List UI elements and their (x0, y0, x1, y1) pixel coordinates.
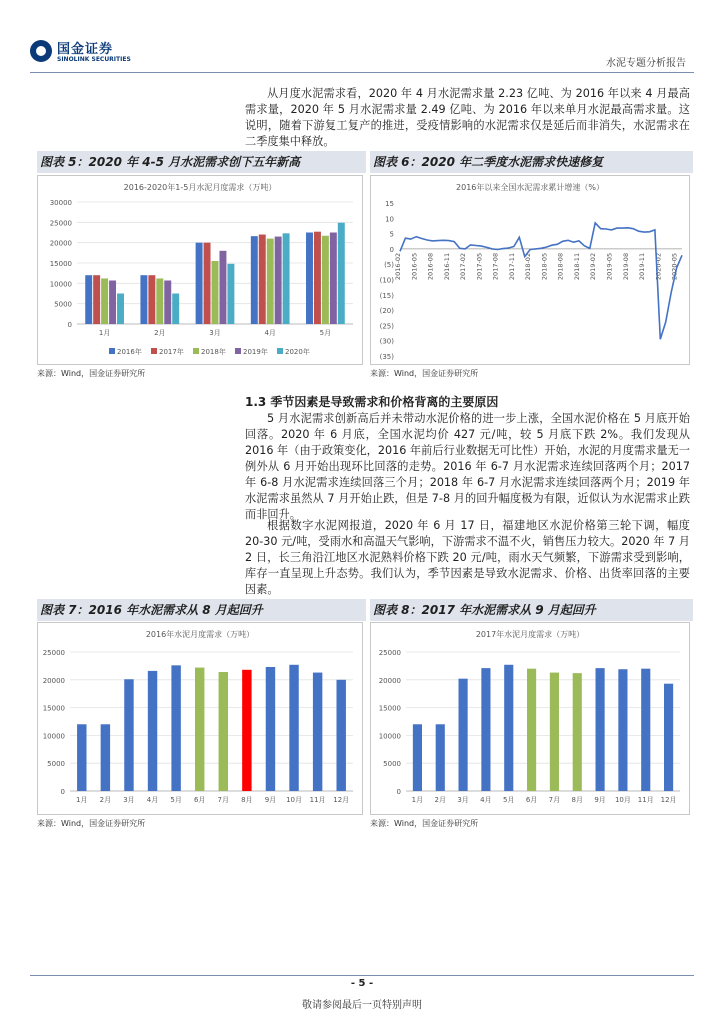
y-tick-label: (25) (379, 322, 394, 331)
bar (504, 665, 513, 791)
x-tick-label: 2019-02 (589, 252, 598, 281)
y-tick-label: 5000 (47, 760, 65, 769)
x-tick-label: 2017-08 (491, 252, 500, 281)
fig7-title: 图表 7：2016 年水泥需求从 8 月起回升 (37, 599, 366, 621)
x-tick-label: 2019-08 (621, 252, 630, 281)
x-tick-label: 11月 (309, 796, 326, 804)
x-tick-label: 1月 (76, 796, 88, 804)
bar (436, 724, 445, 791)
bar (77, 724, 86, 791)
bar (664, 684, 673, 791)
x-tick-label: 8月 (241, 796, 253, 804)
fig8-source: 来源：Wind，国金证券研究所 (370, 819, 479, 828)
x-tick-label: 12月 (333, 796, 350, 804)
header-divider (30, 72, 694, 73)
legend-swatch (277, 348, 283, 354)
x-tick-label: 9月 (594, 796, 606, 804)
x-tick-label: 2019-11 (638, 252, 647, 281)
x-tick-label: 2017-11 (507, 252, 516, 281)
x-tick-label: 5月 (503, 796, 515, 804)
x-tick-label: 11月 (637, 796, 654, 804)
bar (124, 679, 133, 791)
legend-label: 2020年 (285, 348, 310, 356)
section-heading: 1.3 季节因素是导致需求和价格背离的主要原因 (245, 395, 499, 409)
report-title: 水泥专题分析报告 (606, 58, 686, 69)
y-tick-label: 0 (60, 788, 65, 796)
x-tick-label: 2017-05 (475, 252, 484, 281)
y-tick-label: (10) (379, 276, 394, 285)
fig6-title: 图表 6：2020 年二季度水泥需求快速修复 (370, 151, 693, 173)
fig5-source: 来源：Wind，国金证券研究所 (37, 369, 146, 378)
y-tick-label: 5000 (54, 300, 72, 309)
bar (219, 672, 228, 791)
y-tick-label: (30) (379, 337, 394, 346)
y-tick-label: 5000 (383, 760, 401, 769)
bar (283, 233, 290, 324)
bar (322, 236, 329, 324)
page-header (0, 0, 724, 80)
x-tick-label: 3月 (457, 796, 469, 804)
bar (101, 278, 108, 324)
x-tick-label: 2月 (99, 796, 112, 804)
bar (156, 278, 163, 324)
bar (550, 673, 559, 791)
x-tick-label: 2016-08 (426, 252, 435, 281)
x-tick-label: 2020-02 (654, 252, 663, 281)
legend-swatch (109, 348, 115, 354)
bar (314, 232, 321, 324)
y-tick-label: 0 (396, 788, 401, 796)
x-tick-label: 2018-02 (524, 252, 533, 281)
legend-swatch (151, 348, 157, 354)
fig7-source: 来源：Wind，国金证券研究所 (37, 819, 146, 828)
bar (259, 235, 266, 324)
footer-divider (30, 975, 694, 976)
bar (172, 294, 179, 325)
bar (306, 233, 313, 325)
y-tick-label: 25000 (49, 219, 72, 228)
x-tick-label: 12月 (660, 796, 677, 804)
x-tick-label: 2016-05 (410, 252, 419, 281)
x-tick-label: 2016-11 (442, 252, 451, 281)
bar (195, 668, 204, 791)
chart-title: 2016-2020年1-5月水泥月度需求（万吨） (123, 183, 277, 192)
x-tick-label: 2018-08 (556, 252, 565, 281)
x-tick-label: 6月 (193, 796, 206, 804)
intro-text: 从月度水泥需求看，2020 年 4 月水泥需求量 2.23 亿吨、为 2016 年以来 4 月最高需求量，2020 年 5 月水泥需求量 2.49 亿吨、为 2016 年以来单月水泥最高需求量。这说明，随着下游复工复产的推进，受疫情影响的水泥需求仅是延后而非消失，水泥需求在二季度集中释放。 (245, 87, 690, 148)
logo-english-name: SINOLINK SECURITIES (57, 56, 131, 63)
x-tick-label: 3月 (209, 329, 221, 337)
bar (251, 236, 258, 324)
section-p2-text: 根据数字水泥网报道，2020 年 6 月 17 日，福建地区水泥价格第三轮下调，幅度 20-30 元/吨，受雨水和高温天气影响，下游需求不温不火，销售压力较大。2020 年 7 月 2 日，长三角沿江地区水泥熟料价格下跌 20 元/吨，雨水天气频繁，下游需求受到影响，库存一直呈现上升态势。我们认为，季节因素是导致水泥需求、价格、出货率回落的主要因素。 (245, 519, 690, 596)
y-tick-label: 20000 (42, 676, 65, 685)
y-tick-label: 10 (385, 215, 394, 224)
x-tick-label: 5月 (319, 329, 332, 337)
y-tick-label: 5 (389, 230, 394, 239)
y-tick-label: 20000 (49, 239, 72, 248)
y-tick-label: 0 (389, 245, 394, 254)
bar (242, 670, 251, 791)
bar (336, 680, 345, 791)
section-paragraph-2 (245, 518, 690, 598)
bar (148, 671, 157, 791)
y-tick-label: 10000 (42, 732, 65, 741)
y-tick-label: (5) (384, 261, 394, 270)
fig6-source: 来源：Wind，国金证券研究所 (370, 369, 479, 378)
bar (641, 669, 650, 791)
bar (140, 275, 147, 324)
fig8-title: 图表 8：2017 年水泥需求从 9 月起回升 (370, 599, 693, 621)
y-tick-label: 15000 (378, 704, 401, 713)
company-logo (30, 38, 130, 68)
x-tick-label: 7月 (548, 796, 561, 804)
x-tick-label: 4月 (480, 796, 492, 804)
legend-label: 2018年 (201, 348, 226, 356)
y-tick-label: 30000 (49, 199, 72, 207)
x-tick-label: 3月 (123, 796, 135, 804)
bar (275, 237, 282, 324)
x-tick-label: 6月 (525, 796, 538, 804)
fig8-chart (370, 622, 690, 815)
bar (85, 275, 92, 324)
x-tick-label: 10月 (286, 796, 303, 804)
chart-title: 2017年水泥月度需求（万吨） (475, 630, 585, 639)
x-tick-label: 8月 (571, 796, 583, 804)
intro-paragraph (245, 86, 690, 150)
legend-label: 2017年 (159, 348, 184, 356)
fig6-chart (370, 175, 690, 365)
x-tick-label: 9月 (264, 796, 277, 804)
y-tick-label: 25000 (378, 649, 401, 657)
chart-title: 2016年以来全国水泥需求累计增速（%） (456, 183, 604, 192)
bar (413, 724, 422, 791)
bar (93, 275, 100, 324)
bar (618, 669, 627, 791)
bar (266, 667, 275, 791)
y-tick-label: (15) (379, 291, 394, 300)
x-tick-label: 2020-05 (670, 252, 679, 281)
chart-title: 2016年水泥月度需求（万吨） (145, 630, 255, 639)
bar (164, 280, 171, 324)
y-tick-label: 20000 (378, 676, 401, 685)
x-tick-label: 1月 (411, 796, 424, 804)
page-number: - 5 - (350, 978, 374, 989)
bar (459, 679, 468, 791)
legend-label: 2016年 (117, 348, 142, 356)
x-tick-label: 4月 (146, 796, 159, 804)
bar (289, 665, 298, 791)
y-tick-label: (35) (379, 353, 394, 361)
y-tick-label: 15000 (49, 260, 72, 268)
bar (596, 668, 605, 791)
bar (219, 251, 226, 324)
y-tick-label: 25000 (42, 649, 65, 657)
bar (212, 261, 219, 324)
y-tick-label: 10000 (378, 732, 401, 741)
bar (204, 243, 211, 324)
legend-swatch (235, 348, 241, 354)
legend-swatch (193, 348, 199, 354)
bar (196, 243, 203, 324)
bar (338, 223, 345, 324)
x-tick-label: 4月 (264, 329, 276, 337)
y-tick-label: 0 (67, 321, 72, 329)
y-tick-label: 15 (385, 200, 394, 208)
bar (227, 264, 234, 324)
y-tick-label: 15000 (42, 704, 65, 713)
x-tick-label: 2月 (434, 796, 446, 804)
x-tick-label: 7月 (217, 796, 230, 804)
logo-icon (30, 40, 52, 62)
bar (573, 673, 582, 791)
x-tick-label: 2月 (154, 329, 166, 337)
footer-disclaimer: 敬请参阅最后一页特别声明 (302, 1000, 422, 1011)
x-tick-label: 1月 (98, 329, 111, 337)
x-tick-label: 2018-11 (572, 252, 581, 281)
bar (313, 673, 322, 791)
section-p1-text: 5 月水泥需求创新高后并未带动水泥价格的进一步上涨，全国水泥价格在 5 月底开始回落。2020 年 6 月底，全国水泥均价 427 元/吨，较 5 月底下跌 2%。我们发现从 2016 年（由于政策变化，2016 年前后行业数据无可比性）开始，水泥的月度需求量无一例外从 6 月开始出现环比回落的走势。2016 年 6-7 月水泥需求连续回落两个月；2017 年 6-8 月水泥需求连续回落三个月；2018 年 6-7 月水泥需求连续回落两个月；2019 年水泥需求虽然从 7 月开始止跌，但是 7-8 月的回升幅度极为有限，近似认为水泥需求止跌而非回升。 (245, 412, 690, 521)
bar (101, 724, 110, 791)
y-tick-label: 10000 (49, 280, 72, 289)
bar (171, 665, 180, 791)
x-tick-label: 2018-05 (540, 252, 549, 281)
bar (330, 233, 337, 325)
section-paragraph-1 (245, 411, 690, 523)
bar (148, 275, 155, 324)
x-tick-label: 10月 (614, 796, 631, 804)
x-tick-label: 5月 (170, 796, 182, 804)
x-tick-label: 2016-02 (394, 252, 402, 281)
x-tick-label: 2017-02 (459, 252, 468, 281)
y-tick-label: (20) (379, 307, 394, 316)
bar (117, 294, 124, 325)
bar (109, 280, 116, 324)
fig5-chart (37, 175, 363, 365)
logo-chinese-name: 国金证券 (57, 42, 114, 57)
bar (527, 669, 536, 791)
fig7-chart (37, 622, 363, 815)
bar (267, 239, 274, 324)
bar (481, 668, 490, 791)
fig5-title: 图表 5：2020 年 4-5 月水泥需求创下五年新高 (37, 151, 366, 173)
legend-label: 2019年 (243, 348, 268, 356)
x-tick-label: 2019-05 (605, 252, 614, 281)
